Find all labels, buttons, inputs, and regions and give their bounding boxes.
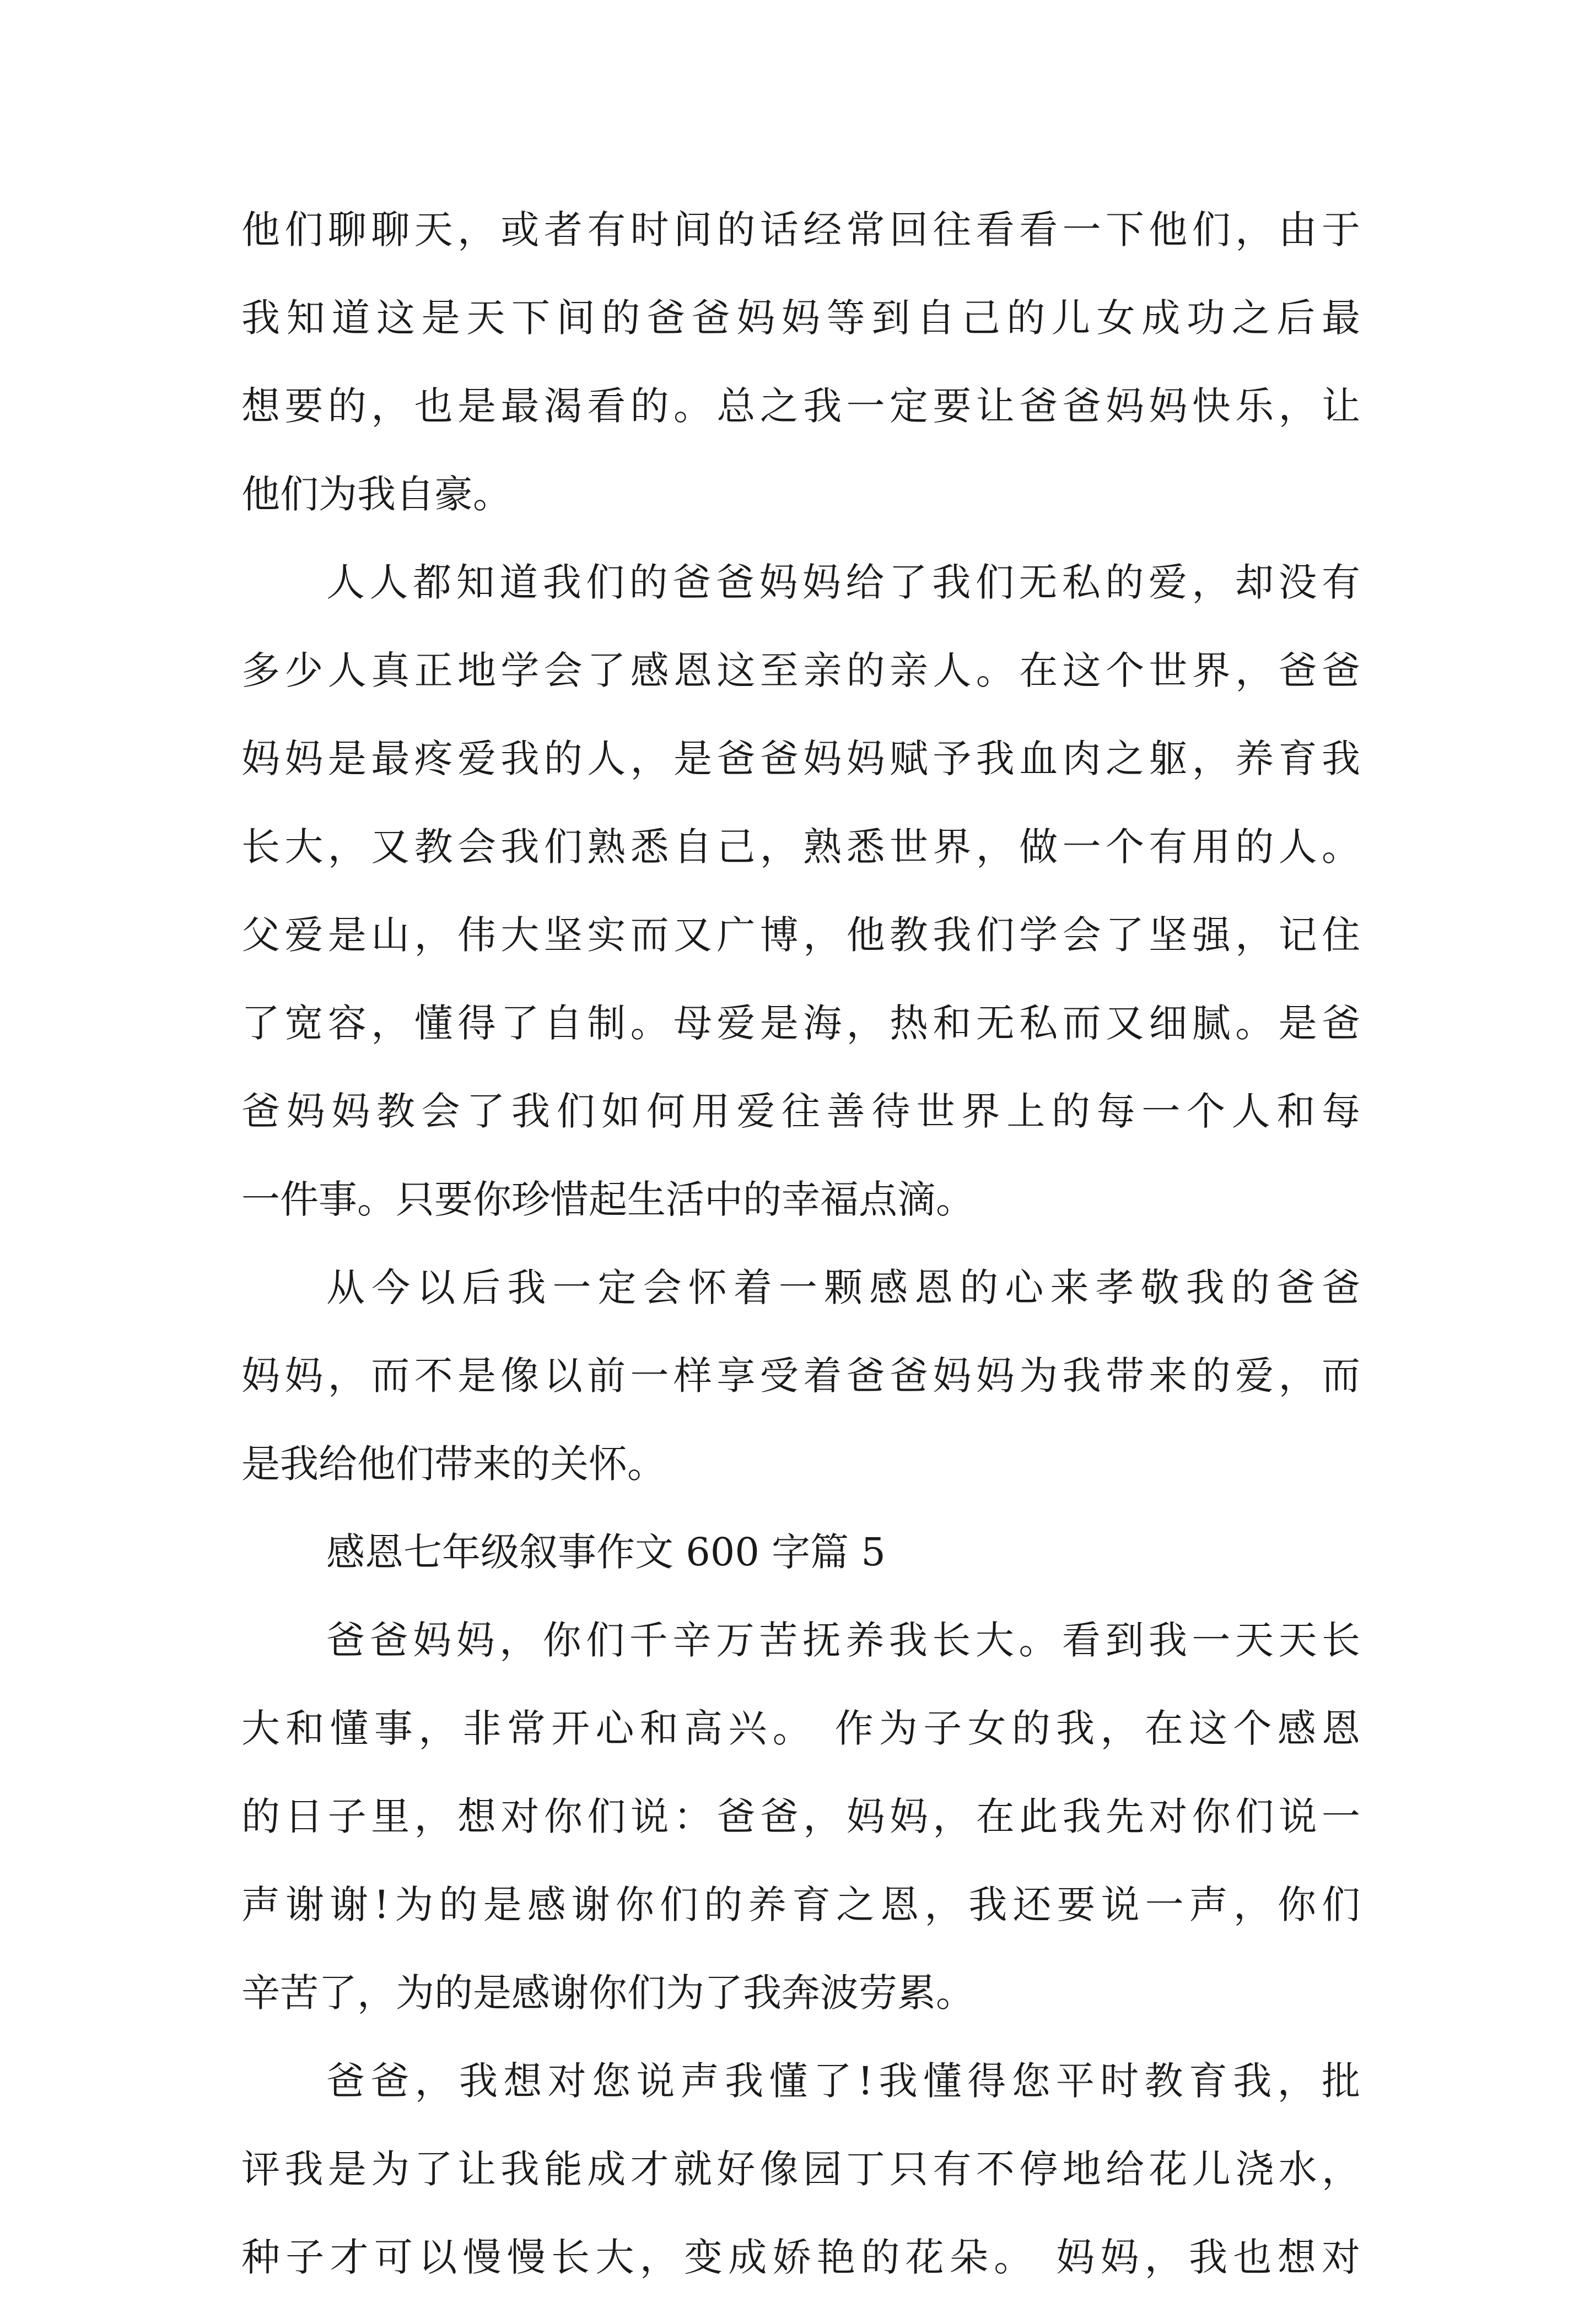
text-line: 妈妈是最疼爱我的人，是爸爸妈妈赋予我血肉之躯，养育我 (241, 736, 1360, 781)
text-line: 多少人真正地学会了感恩这至亲的亲人。在这个世界，爸爸 (241, 648, 1360, 693)
text-line: 一件事。只要你珍惜起生活中的幸福点滴。 (241, 1177, 974, 1222)
text-line: 评我是为了让我能成才就好像园丁只有不停地给花儿浇水， (241, 2147, 1360, 2192)
text-line: 想要的，也是最渴看的。总之我一定要让爸爸妈妈快乐，让 (241, 383, 1360, 429)
paragraph-first-line: 人人都知道我们的爸爸妈妈给了我们无私的爱，却没有 (326, 560, 1360, 605)
text-line: 种子才可以慢慢长大，变成娇艳的花朵。 妈妈，我也想对 (241, 2235, 1360, 2280)
text-line: 辛苦了，为的是感谢你们为了我奔波劳累。 (241, 1970, 974, 2015)
text-line: 了宽容，懂得了自制。母爱是海，热和无私而又细腻。是爸 (241, 1001, 1360, 1046)
text-line: 声谢谢!为的是感谢你们的养育之恩，我还要说一声，你们 (241, 1882, 1360, 1927)
text-line: 我知道这是天下间的爸爸妈妈等到自己的儿女成功之后最 (241, 295, 1360, 341)
document-body (241, 208, 1360, 2324)
text-line: 他们聊聊天，或者有时间的话经常回往看看一下他们，由于 (241, 207, 1360, 252)
text-line: 他们为我自豪。 (241, 472, 511, 517)
text-line: 父爱是山，伟大坚实而又广博，他教我们学会了坚强，记住 (241, 912, 1360, 958)
paragraph-first-line: 从今以后我一定会怀着一颗感恩的心来孝敬我的爸爸 (326, 1265, 1360, 1310)
section-heading: 感恩七年级叙事作文 600 字篇 5 (326, 1529, 886, 1575)
text-line: 的日子里，想对你们说：爸爸，妈妈，在此我先对你们说一 (241, 1794, 1360, 1839)
paragraph-first-line: 爸爸，我想对您说声我懂了!我懂得您平时教育我，批 (326, 2058, 1360, 2104)
text-line: 爸妈妈教会了我们如何用爱往善待世界上的每一个人和每 (241, 1089, 1360, 1134)
text-line: 大和懂事，非常开心和高兴。 作为子女的我，在这个感恩 (241, 1706, 1360, 1751)
text-line: 是我给他们带来的关怀。 (241, 1441, 666, 1487)
paragraph-first-line: 爸爸妈妈，你们千辛万苦抚养我长大。看到我一天天长 (326, 1618, 1360, 1663)
text-line: 长大，又教会我们熟悉自己，熟悉世界，做一个有用的人。 (241, 824, 1360, 869)
text-line: 妈妈，而不是像以前一样享受着爸爸妈妈为我带来的爱，而 (241, 1353, 1360, 1398)
